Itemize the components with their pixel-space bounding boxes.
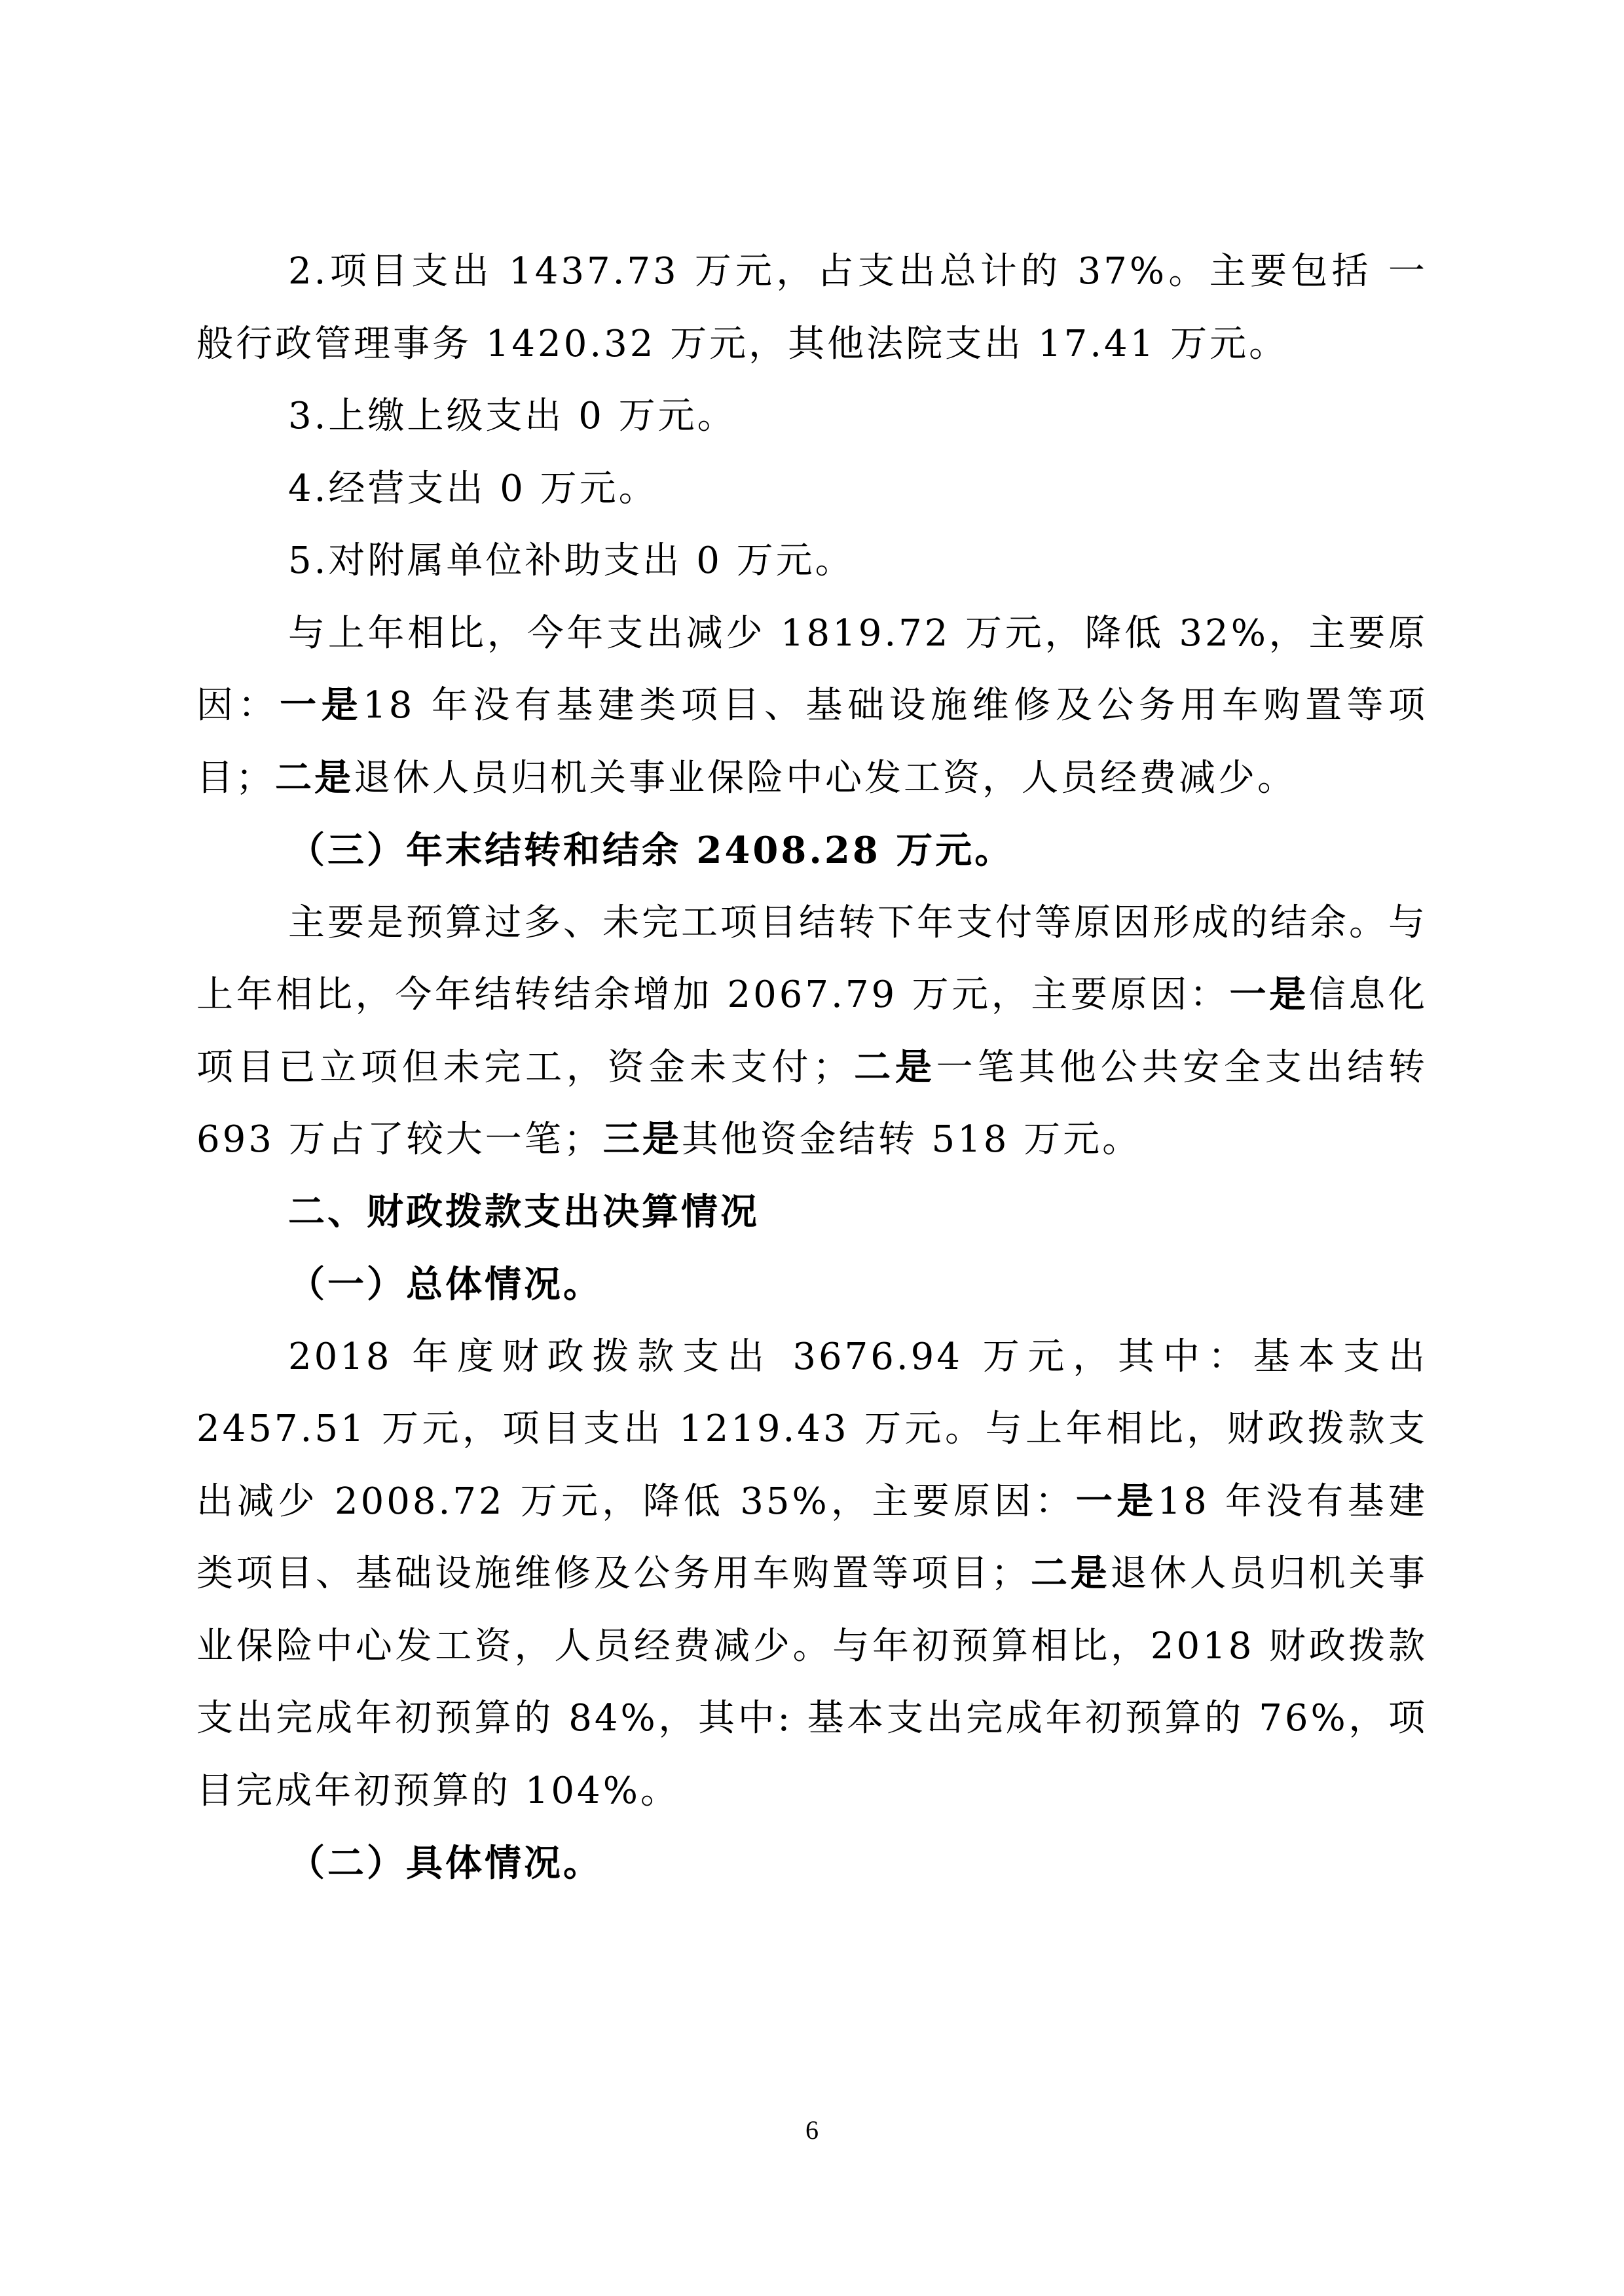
paragraph-text: 4.经营支出 0 万元。 [288,467,658,510]
page-number: 6 [805,2115,819,2145]
paragraph-text: 信息化项目已立项但未完工，资金未支付； [196,974,1428,1089]
paragraph-subsidiary-subsidy [196,525,1428,598]
paragraph-year-comparison [196,598,1428,815]
paragraph-text: 3.上缴上级支出 0 万元。 [288,395,737,437]
paragraph-text: 2.项目支出 1437.73 万元，占支出总计的 37%。主要包括 一般行政管理事务 1420.32 万元，其他法院支出 17.41 万元。 [196,250,1428,365]
paragraph-text: 18 年没有基建类项目、基础设施维修及公务用车购置等项目； [196,684,1428,799]
paragraph-text: 2018 年度财政拨款支出 3676.94 万元，其中：基本支出 2457.51 万元，项目支出 1219.43 万元。与上年相比，财政拨款支出减少 2008.72 万元，降低 35%，主要原因： [196,1335,1428,1523]
emphasis-first: 一是 [280,684,363,727]
paragraph-superior-payment [196,380,1428,453]
document-body [196,236,1428,1900]
paragraph-text: 一笔其他公共安全支出结转 693 万占了较大一笔； [196,1046,1428,1161]
subheading-overall [196,1248,1428,1321]
section-heading-fiscal-expenditure [196,1176,1428,1249]
paragraph-overall-details [196,1321,1428,1828]
paragraph-text: 主要是预算过多、未完工项目结转下年支付等原因形成的结余。与上年相比，今年结转结余增加 2067.79 万元，主要原因： [196,901,1428,1016]
subheading-text: （二）具体情况。 [288,1842,602,1885]
paragraph-text: 与上年相比，今年支出减少 1819.72 万元，降低 32%，主要原因： [196,611,1428,727]
paragraph-text: 18 年没有基建类项目、基础设施维修及公务用车购置等项目； [196,1480,1428,1595]
emphasis-first: 一是 [1229,974,1309,1016]
paragraph-operating-expenditure [196,453,1428,526]
emphasis-second: 二是 [1030,1552,1111,1595]
paragraph-balance-reasons [196,887,1428,1176]
paragraph-project-expenditure [196,236,1428,380]
paragraph-text: 退休人员归机关事业保险中心发工资，人员经费减少。与年初预算相比，2018 财政拨款支出完成年初预算的 84%，其中: 基本支出完成年初预算的 76%，项目完成年初预算的 104%。 [196,1552,1428,1812]
emphasis-second: 二是 [275,756,354,799]
subheading-specific [196,1827,1428,1900]
paragraph-text: 退休人员归机关事业保险中心发工资，人员经费减少。 [354,756,1297,799]
heading-text: 二、财政拨款支出决算情况 [288,1190,760,1233]
paragraph-text: 其他资金结转 518 万元。 [681,1118,1142,1161]
paragraph-text: 5.对附属单位补助支出 0 万元。 [288,539,855,582]
emphasis-first: 一是 [1075,1480,1158,1523]
emphasis-second: 二是 [852,1046,936,1089]
subheading-year-end-balance [196,814,1428,887]
subheading-text: （三）年末结转和结余 2408.28 万元。 [288,829,1014,872]
emphasis-third: 三是 [602,1118,682,1161]
subheading-text: （一）总体情况。 [288,1263,602,1306]
